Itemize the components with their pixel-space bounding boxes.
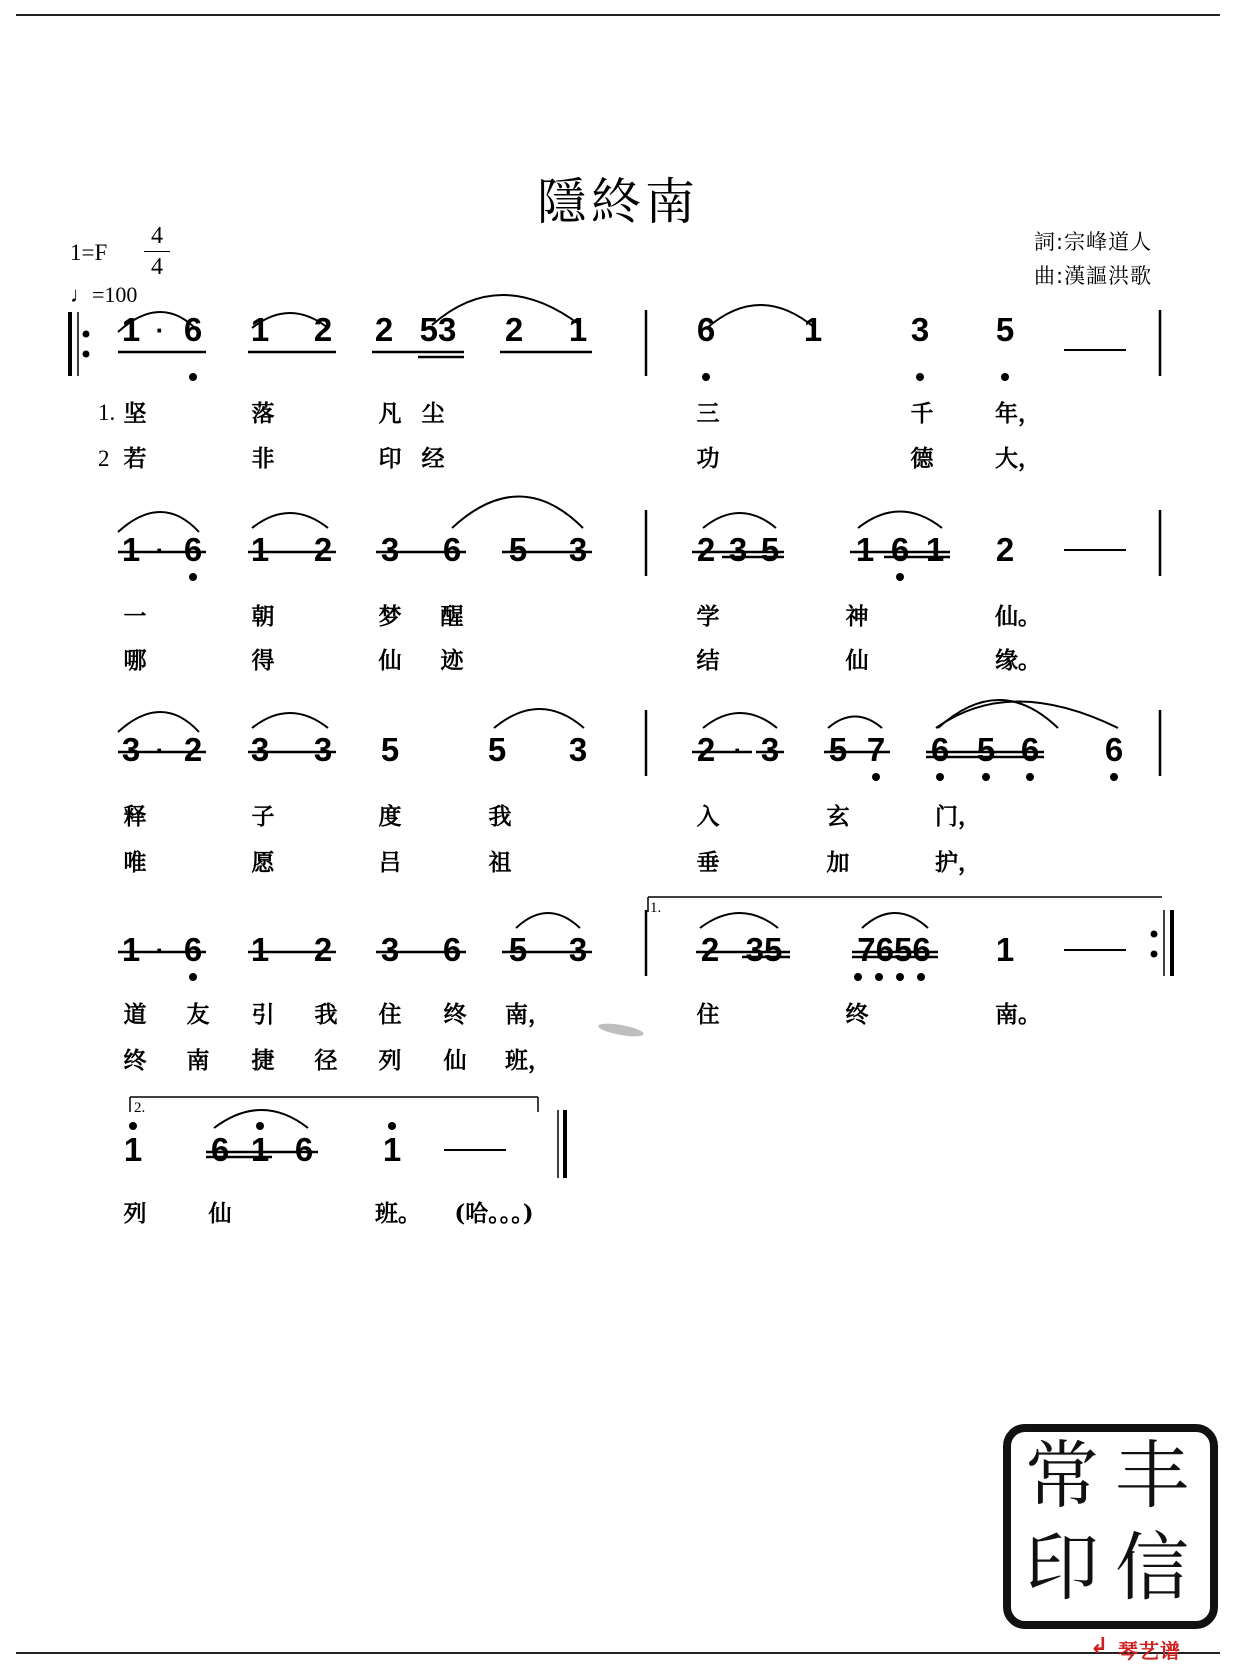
lyric: 护， [935,849,981,876]
note: 1 [250,311,270,348]
lyric: 南。 [995,1001,1041,1028]
note: 5 [508,531,528,568]
lyric: 结 [696,647,720,674]
lyric: 非 [251,445,275,472]
note: 1 [855,531,875,568]
note: 1 [568,311,588,348]
dot-duration: · [155,315,165,345]
note: 5 [995,311,1015,348]
note: 3 [568,731,588,768]
lyric: 朝 [251,603,275,630]
note: 7 [866,731,886,768]
note: 6 [696,311,716,348]
verse-number: 1. [98,400,116,425]
quarter-note-icon: ♩ [70,282,92,307]
lyric: 若 [123,445,147,472]
lyric: 大， [995,445,1041,472]
lyric: 仙。 [995,603,1041,630]
dot-duration: · [155,935,165,965]
lyric: 印 [378,445,402,472]
note: 53 [419,311,457,348]
lyric: 仙 [845,647,869,674]
lyric: 径 [314,1047,338,1074]
lyric: 加 [826,849,850,876]
note: 1 [250,931,270,968]
key-signature: 1=F [70,240,108,265]
lyric: 班， [505,1047,551,1074]
lyric: 道 [123,1001,147,1028]
lyric: 愿 [251,849,275,876]
lyric: 南， [505,1001,551,1028]
lyric: 醒 [440,603,464,630]
note: 3 [728,531,748,568]
note: 6 [1020,731,1040,768]
brand-logo-icon: ↲ [1090,1634,1109,1659]
note: 2 [995,531,1015,568]
lyric: 班。 [375,1200,421,1227]
lyric: 千 [910,400,934,427]
first-ending-label: 1. [650,900,662,916]
lyric: 神 [845,603,869,630]
note: 1 [382,1131,402,1168]
note: 6 [930,731,950,768]
note: 3 [568,531,588,568]
note: 3 [380,531,400,568]
note: 35 [745,931,783,968]
lyric: 德 [910,445,934,472]
lyric: 年， [995,400,1041,427]
lyric: 得 [251,647,275,674]
lyric: 三 [696,400,720,427]
note: 5 [828,731,848,768]
note: 2 [504,311,524,348]
lyric: 仙 [443,1047,467,1074]
note: 2 [696,731,716,768]
note: 5 [487,731,507,768]
lyric: 友 [186,1001,210,1028]
lyric: 终 [845,1001,869,1028]
lyric: 子 [251,803,275,830]
lyric: 哪 [123,647,147,674]
note: 2 [183,731,203,768]
seal-char: 丰 [1115,1433,1189,1519]
lyric: 我 [488,803,512,830]
note: 3 [568,931,588,968]
dot-duration: · [155,735,165,765]
lyric: (哈。。。) [454,1200,534,1227]
note: 6 [183,311,203,348]
note: 1 [250,531,270,568]
note: 2 [313,311,333,348]
lyric: 仙 [378,647,402,674]
verse-number: 2 [98,446,110,471]
note: 6 [442,531,462,568]
lyric: 缘。 [995,647,1041,674]
lyric: 经 [421,445,445,472]
time-sig-top: 4 [151,223,163,249]
note: 2 [374,311,394,348]
lyric: 终 [443,1001,467,1028]
lyric: 列 [123,1200,147,1227]
note: 3 [250,731,270,768]
note: 5 [976,731,996,768]
note: 6 [210,1131,230,1168]
seal-char: 常 [1025,1433,1099,1519]
score-title: 隱終南 [537,173,699,231]
lyric: 引 [251,1001,275,1028]
lyric: 坚 [123,400,147,427]
note: 3 [910,311,930,348]
note: 5 [380,731,400,768]
note: 6 [183,531,203,568]
lyric: 梦 [378,603,402,630]
lyric: 终 [123,1047,147,1074]
lyric: 住 [378,1001,402,1028]
note: 6 [442,931,462,968]
composer-credit: 曲:漢謳洪歌 [1034,264,1153,288]
lyric: 捷 [251,1047,275,1074]
lyric: 一 [123,603,147,630]
note: 1 [250,1131,270,1168]
second-ending-label: 2. [134,1100,146,1116]
note: 6 [890,531,910,568]
seal-stamp [1003,1424,1218,1629]
note: 6 [294,1131,314,1168]
note: 3 [380,931,400,968]
note: 2 [313,931,333,968]
lyric: 唯 [123,849,147,876]
lyric: 入 [696,803,720,830]
lyric: 住 [696,1001,720,1028]
lyric: 吕 [378,849,402,876]
dot-duration: · [155,535,165,565]
lyric: 垂 [696,849,720,876]
lyric: 迹 [440,647,464,674]
lyric: 释 [123,803,147,830]
note: 1 [995,931,1015,968]
note: 3 [313,731,333,768]
lyric: 凡 [378,400,402,427]
lyric: 玄 [826,803,850,830]
note: 3 [121,731,141,768]
note: 2 [696,531,716,568]
lyric: 我 [314,1001,338,1028]
note: 1 [925,531,945,568]
time-sig-bottom: 4 [151,254,163,280]
note: 5 [508,931,528,968]
note: 5 [760,531,780,568]
seal-char: 信 [1115,1525,1189,1611]
lyric: 列 [378,1047,402,1074]
lyric: 南 [186,1047,210,1074]
lyric: 功 [696,445,720,472]
note: 6 [1104,731,1124,768]
lyric: 学 [696,603,720,630]
lyric: 仙 [208,1200,232,1227]
note: 1 [121,311,141,348]
brand-watermark: 琴艺谱 [1118,1639,1181,1663]
note: 2 [313,531,333,568]
note: 7656 [857,931,931,968]
note: 1 [123,1131,143,1168]
note: 2 [700,931,720,968]
note: 1 [121,931,141,968]
seal-char: 印 [1025,1525,1099,1611]
lyric: 尘 [421,400,445,427]
lyric: 门， [935,803,981,830]
note: 1 [121,531,141,568]
lyric: 祖 [488,849,512,876]
tempo-value: =100 [92,282,138,307]
lyric: 度 [378,803,402,830]
note: 1 [803,311,823,348]
dot-duration: · [733,735,743,765]
lyric: 落 [251,400,275,427]
note: 3 [760,731,780,768]
lyricist-credit: 詞:宗峰道人 [1034,230,1153,254]
note: 6 [183,931,203,968]
